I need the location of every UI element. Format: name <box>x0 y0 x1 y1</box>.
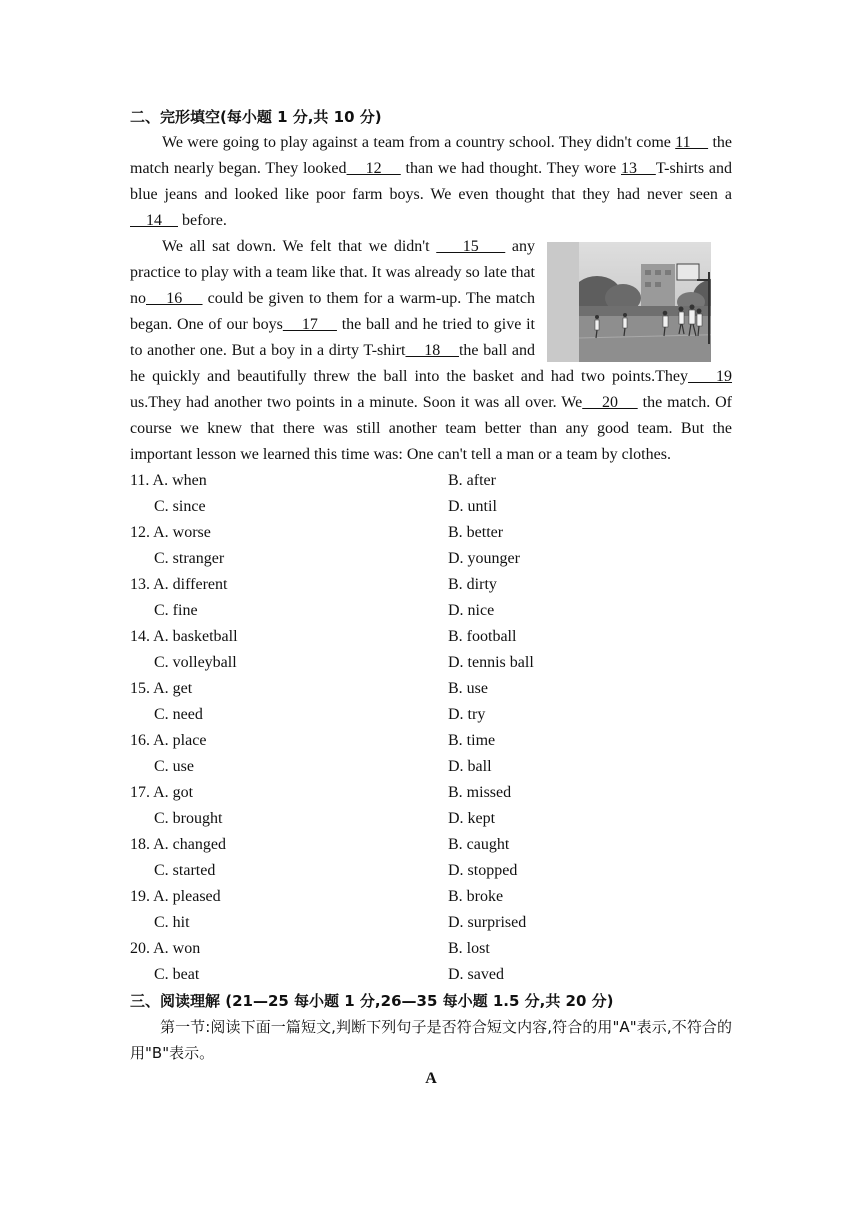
option-b: B. lost <box>448 940 490 957</box>
question-option-row <box>130 936 732 962</box>
option-d: D. try <box>448 706 486 723</box>
option-b: B. caught <box>448 836 510 853</box>
blank-number: 13 <box>621 160 656 177</box>
option-b: B. better <box>448 524 504 541</box>
option-c: C. since <box>154 498 206 515</box>
option-c: C. volleyball <box>154 654 237 671</box>
option-c: C. brought <box>154 810 223 827</box>
option-c: C. beat <box>154 966 200 983</box>
option-b: B. after <box>448 472 496 489</box>
blank-number: 19 <box>688 368 733 385</box>
passage-text: We all sat down. We felt that we didn't <box>162 238 437 255</box>
option-b: B. time <box>448 732 496 749</box>
passage-text: the match. Of course we knew that there was still another team better than any good team. But the important lesson we learned this time was: One can't tell a man or a team by clothes. <box>130 394 733 463</box>
option-a: 13. A. different <box>130 576 228 593</box>
question-option-row <box>130 962 732 988</box>
passage-text: the match nearly began. They looked <box>130 134 733 177</box>
option-a: 12. A. worse <box>130 524 211 541</box>
passage-text: the ball and he tried to give it to another one. But a boy in a dirty T-shirt <box>130 316 536 359</box>
option-c: C. use <box>154 758 194 775</box>
passage-text: We were going to play against a team from a country school. They didn't come <box>162 134 676 151</box>
passage-text: T-shirts and blue jeans and looked like poor farm boys. We even thought that they had never seen a <box>130 160 733 203</box>
option-a: 18. A. changed <box>130 836 226 853</box>
question-option-row <box>130 884 732 910</box>
blank-number: 14 <box>130 212 178 229</box>
option-c: C. started <box>154 862 216 879</box>
question-option-row <box>130 624 732 650</box>
option-d: D. younger <box>448 550 520 567</box>
blank-number: 11 <box>675 134 709 151</box>
option-b: B. broke <box>448 888 504 905</box>
option-c: C. fine <box>154 602 198 619</box>
passage-text: than we had thought. They wore <box>400 160 621 177</box>
option-c: C. stranger <box>154 550 225 567</box>
question-option-row <box>130 754 732 780</box>
blank-number: 20 <box>582 394 638 411</box>
option-b: B. football <box>448 628 517 645</box>
option-c: C. need <box>154 706 203 723</box>
question-option-row <box>130 546 732 572</box>
option-a: 19. A. pleased <box>130 888 221 905</box>
question-option-row <box>130 728 732 754</box>
blank-number: 16 <box>146 290 203 307</box>
passage-text: the ball and he quickly and beautifully threw the ball into the basket and had two points.They <box>130 342 688 385</box>
question-option-row <box>130 494 732 520</box>
cloze-paragraph-2 <box>130 234 732 468</box>
option-d: D. stopped <box>448 862 518 879</box>
section-2-heading: 二、完形填空(每小题 1 分,共 10 分) <box>130 108 382 126</box>
question-option-row <box>130 676 732 702</box>
question-option-row <box>130 520 732 546</box>
question-option-row <box>130 702 732 728</box>
blank-number: 12 <box>346 160 401 177</box>
passage-text: could be given to them for a warm-up. The match began. One of our boys <box>130 290 536 333</box>
question-option-row <box>130 572 732 598</box>
option-d: D. saved <box>448 966 504 983</box>
cloze-paragraph-1 <box>130 130 732 234</box>
option-a: 20. A. won <box>130 940 201 957</box>
section-3-instruction: 第一节:阅读下面一篇短文,判断下列句子是否符合短文内容,符合的用"A"表示,不符合的用"B"表示。 <box>130 1018 732 1062</box>
passage-text: before. <box>178 212 227 229</box>
option-a: 16. A. place <box>130 732 207 749</box>
blank-number: 17 <box>282 316 337 333</box>
option-a: 17. A. got <box>130 784 194 801</box>
option-a: 14. A. basketball <box>130 628 238 645</box>
option-d: D. until <box>448 498 497 515</box>
option-d: D. kept <box>448 810 496 827</box>
basketball-court-photo <box>547 242 711 362</box>
option-d: D. ball <box>448 758 492 775</box>
option-d: D. surprised <box>448 914 527 931</box>
option-a: 15. A. get <box>130 680 193 697</box>
option-d: D. nice <box>448 602 495 619</box>
option-b: B. missed <box>448 784 512 801</box>
question-option-row <box>130 780 732 806</box>
question-option-row <box>130 832 732 858</box>
question-list <box>130 468 732 988</box>
question-option-row <box>130 650 732 676</box>
passage-text: any practice to play with a team like that. It was already so late that no <box>130 238 535 307</box>
question-option-row <box>130 468 732 494</box>
option-d: D. tennis ball <box>448 654 534 671</box>
photo-image <box>579 242 711 362</box>
question-option-row <box>130 806 732 832</box>
option-b: B. use <box>448 680 488 697</box>
exam-content <box>130 104 732 1092</box>
section-3-heading: 三、阅读理解 (21—25 每小题 1 分,26—35 每小题 1.5 分,共 20 分) <box>130 992 614 1010</box>
question-option-row <box>130 910 732 936</box>
question-option-row <box>130 598 732 624</box>
option-a: 11. A. when <box>130 472 207 489</box>
option-c: C. hit <box>154 914 190 931</box>
blank-number: 18 <box>405 342 459 359</box>
passage-label: A <box>425 1070 437 1087</box>
passage-text: us.They had another two points in a minute. Soon it was all over. We <box>130 394 583 411</box>
blank-number: 15 <box>436 238 506 255</box>
option-b: B. dirty <box>448 576 497 593</box>
question-option-row <box>130 858 732 884</box>
